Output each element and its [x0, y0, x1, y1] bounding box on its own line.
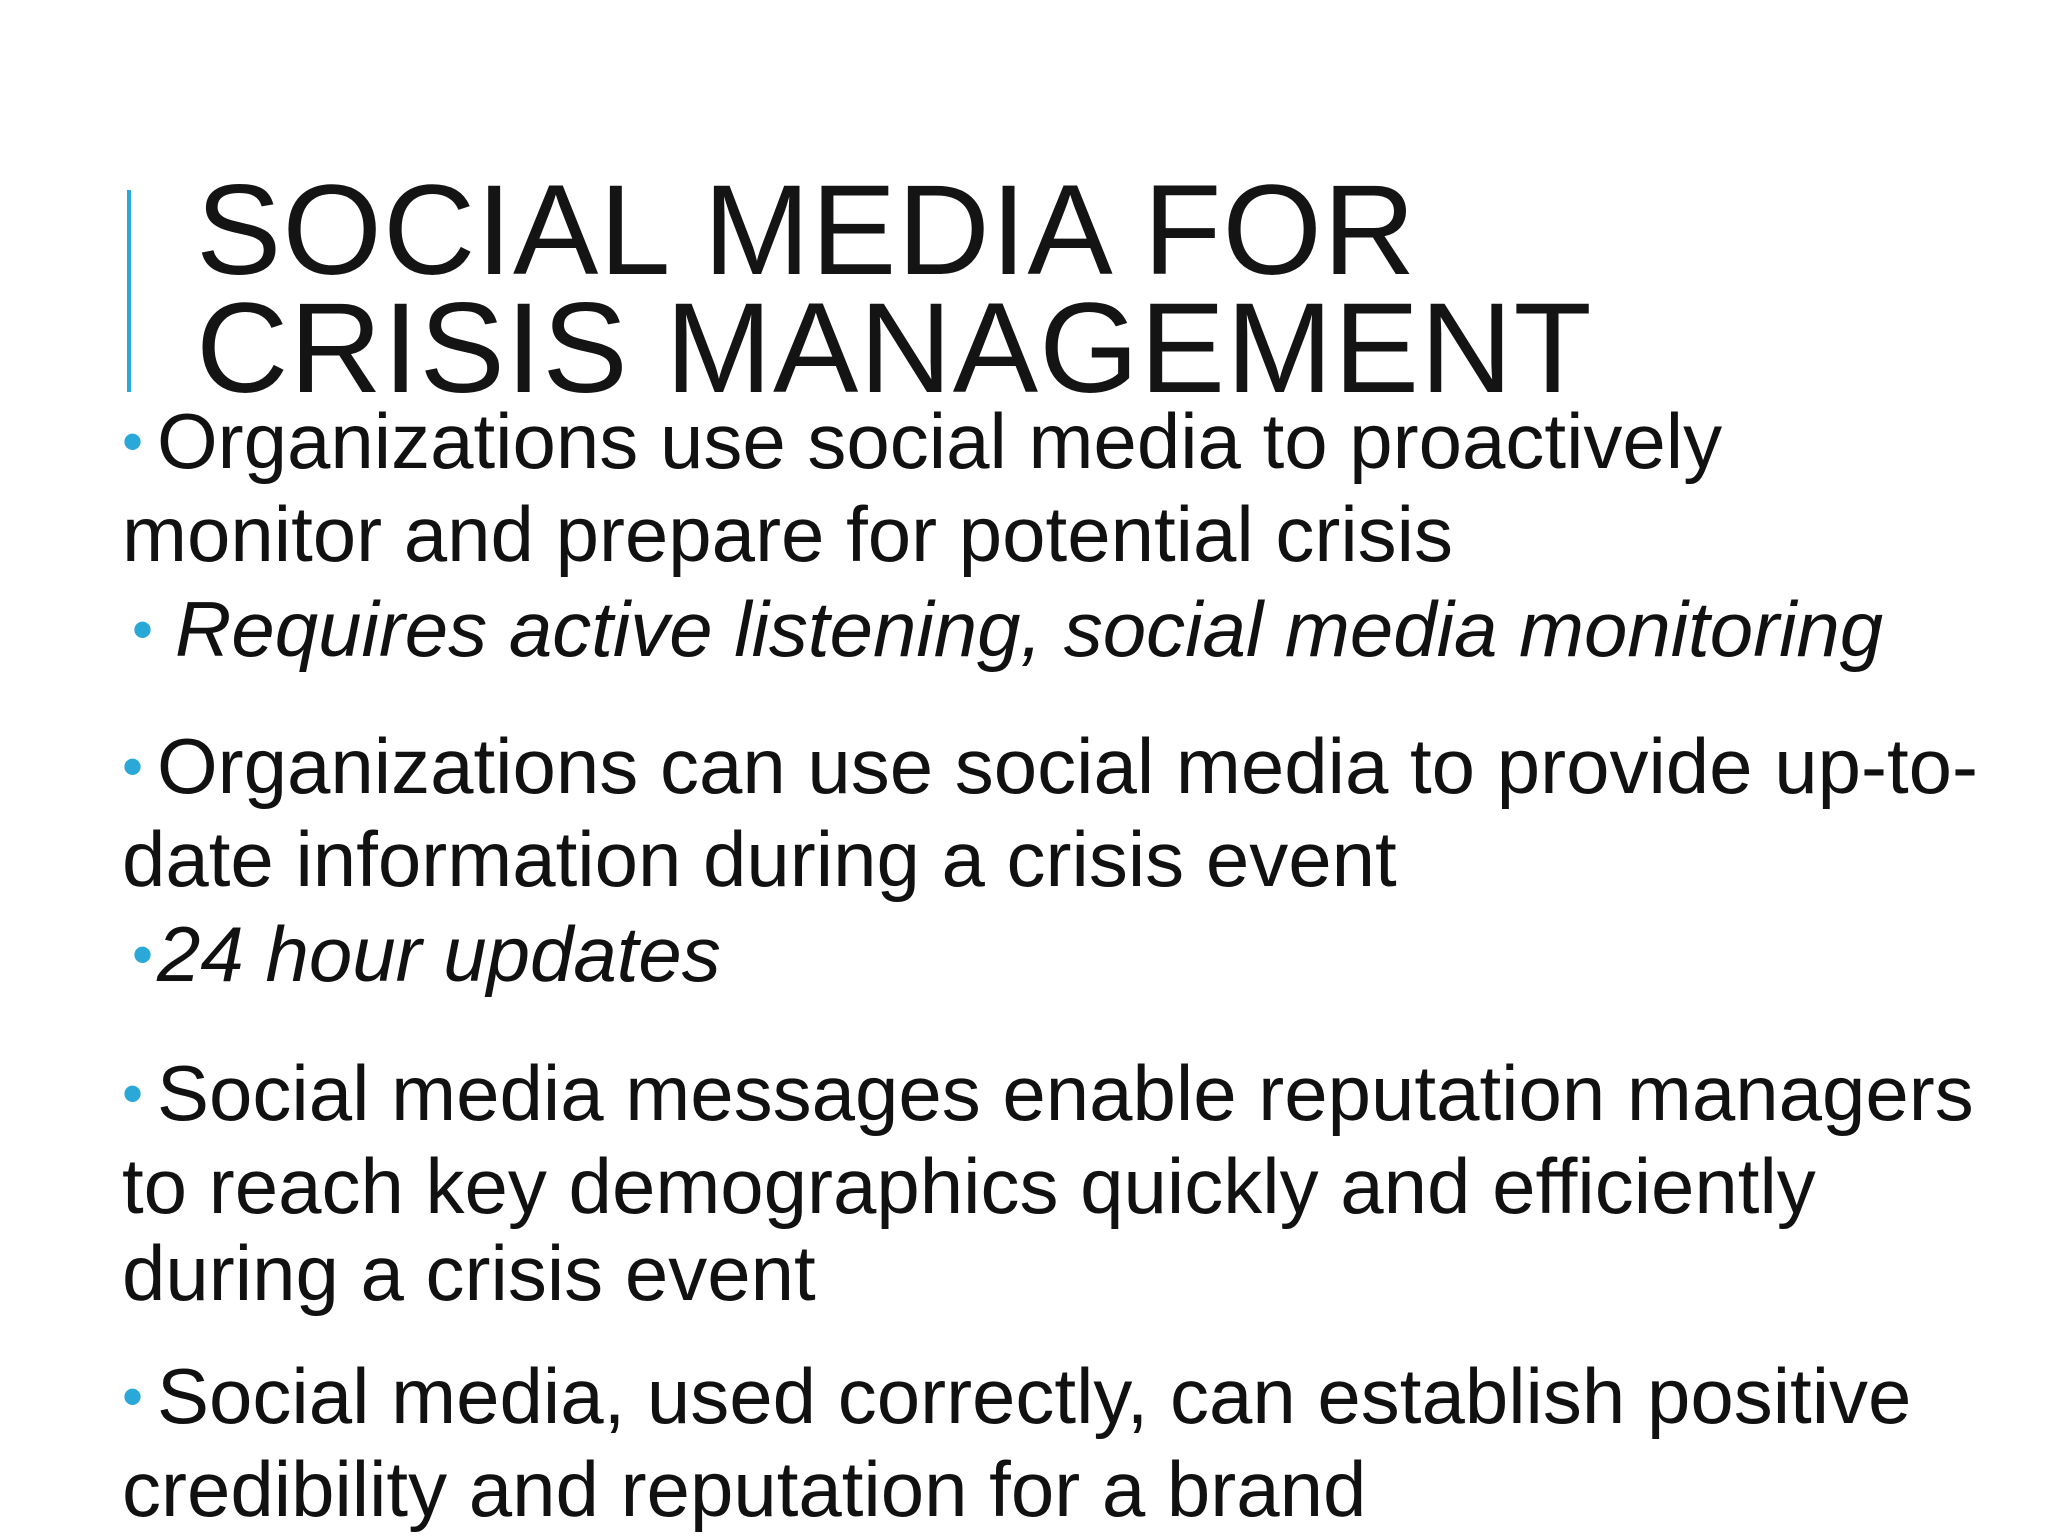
bullet-text: Social media, used correctly, can establish positive credibility and reputation for a brand: [122, 1352, 1912, 1533]
slide-title-line-1: SOCIAL MEDIA FOR: [196, 159, 1417, 302]
bullet-text: Social media messages enable reputation managers to reach key demographics quickly and efficiently during a crisis event: [122, 1049, 1974, 1317]
title-accent-bar: [127, 190, 131, 392]
sub-bullet-item: [98, 905, 1978, 1010]
sub-bullet-text: 24 hour updates: [157, 910, 721, 998]
bullet-text: Organizations can use social media to provide up-to-date information during a crisis event: [122, 722, 1978, 903]
sub-bullet-text: Requires active listening, social media monitoring: [175, 585, 1884, 673]
bullet-item: [98, 1353, 1978, 1533]
bullet-item: [98, 398, 1978, 578]
bullet-dot-icon: •: [122, 1060, 144, 1127]
sub-bullet-item: [98, 580, 1978, 685]
bullet-item: [98, 723, 1978, 903]
bullet-text: Organizations use social media to proactively monitor and prepare for potential crisis: [122, 397, 1723, 578]
bullet-dot-icon: •: [122, 1363, 144, 1430]
bullet-item: [98, 1050, 1978, 1317]
bullet-dot-icon: •: [132, 921, 154, 988]
bullet-dot-icon: •: [122, 733, 144, 800]
slide-title-line-2: CRISIS MANAGEMENT: [196, 277, 1593, 420]
bullet-dot-icon: •: [132, 596, 154, 663]
slide-body: [98, 398, 1978, 1533]
slide-title: [196, 159, 1593, 420]
bullet-dot-icon: •: [122, 408, 144, 475]
